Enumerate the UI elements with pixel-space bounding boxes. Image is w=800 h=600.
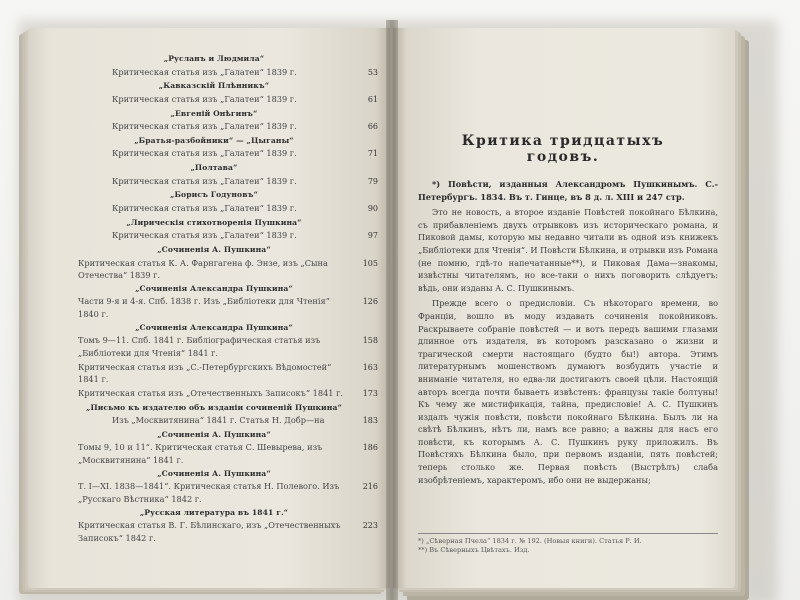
toc-entry: [50, 429, 378, 467]
toc-page-number: 173: [362, 388, 378, 398]
toc-entry-text: Критическая статья изъ „Галатеи“ 1839 г.: [112, 93, 297, 104]
toc-entry-line: [50, 441, 378, 466]
toc-entry-title: „Сочиненія Александра Пушкина“: [135, 283, 293, 293]
toc-entry: [50, 402, 378, 428]
toc-entry: [50, 507, 378, 545]
toc-entry-title: „Сочиненія А. Пушкина“: [157, 244, 271, 254]
toc-entry: [50, 387, 378, 401]
toc-entry: [50, 135, 378, 161]
toc-entry-line: [50, 295, 378, 320]
toc-page-number: 186: [362, 443, 378, 453]
toc-entry-title: „Кавказскій Плѣнникъ“: [158, 81, 270, 91]
toc-entry: [50, 189, 378, 215]
toc-entry-line: [50, 519, 378, 544]
toc-entry-text: Томы 9, 10 и 11“. Критическая статья С. Шевырева, изъ „Москвитянина“ 1841 г.: [78, 442, 323, 466]
toc-page-number: 79: [367, 176, 378, 186]
toc-entry: [50, 217, 378, 243]
toc-entry-title: „Русская литература въ 1841 г.“: [139, 507, 289, 517]
toc-page-number: 90: [367, 204, 378, 213]
toc-entry-title: „Евгеній Онѣгинъ“: [170, 108, 258, 118]
toc-entry-text: Части 9-я и 4-я. Спб. 1838 г. Изъ „Библіотеки для Чтенія“ 1840 г.: [78, 296, 330, 320]
toc-entry-line: [50, 480, 378, 505]
toc-entry: [50, 244, 378, 282]
toc-page-number: 216: [362, 482, 378, 492]
toc-entry-text: Критическая статья изъ „Галатеи“ 1839 г.: [112, 203, 297, 213]
toc-entry-text: Критическая статья изъ „Галатеи“ 1839 г.: [112, 148, 297, 159]
toc-entry-text: Критическая статья изъ „Галатеи“ 1839 г.: [112, 121, 297, 132]
toc-entry-text: Критическая статья изъ „Отечественныхъ Записокъ“ 1841 г.: [78, 387, 343, 398]
toc-entry-text: Изъ „Москвитянина“ 1841 г. Статья Н. Добр—на: [112, 415, 325, 426]
toc-entry-line: [50, 66, 378, 80]
toc-entry-title: „Братья-разбойники“ — „Цыганы“: [134, 135, 294, 145]
toc-entry-text: Критическая статья изъ „С.-Петербургскихъ Вѣдомостей“ 1841 г.: [78, 361, 332, 385]
toc-page-number: 105: [362, 258, 378, 268]
toc-entry-line: [50, 175, 378, 189]
toc-page-number: 126: [362, 297, 378, 307]
toc-entry-text: Критическая статья изъ „Галатеи“ 1839 г.: [112, 175, 297, 186]
toc-page-number: 71: [367, 149, 378, 159]
toc-page-number: 223: [362, 521, 378, 531]
toc-entry-text: Критическая статья изъ „Галатеи“ 1839 г.: [112, 230, 297, 241]
toc-entry-title: „Русланъ и Людмила“: [163, 54, 265, 63]
toc-entry: [50, 162, 378, 188]
toc-entry-title: „Борисъ Годуновъ“: [170, 190, 258, 200]
body-text: [418, 178, 718, 489]
toc-page-number: 66: [367, 122, 378, 132]
toc-page-number: 97: [367, 231, 378, 241]
toc-entry-line: [50, 361, 378, 386]
toc-entry-line: [50, 334, 378, 359]
right-page: [393, 28, 735, 588]
book-gutter: [386, 20, 398, 600]
toc-entry: [50, 53, 378, 79]
toc-page-number: 158: [362, 336, 378, 346]
toc-entry-title: „Полтава“: [190, 163, 238, 173]
toc-entry-title: „Сочиненія А. Пушкина“: [157, 468, 271, 478]
toc-entry: [50, 108, 378, 134]
toc-entry-title: „Сочиненія Александра Пушкина“: [135, 322, 293, 332]
paragraph: Это не новость, а второе изданіе Повѣстей покойнаго Бѣлкина, съ прибавленіемъ двухъ отрывковъ изъ историческаго романа, и Пиковой дамы, которую мы недавно читали въ одной изъ книжекъ „Библіотеки для Чтенія“. И Повѣсти Бѣлкина, и отрывки изъ Романа (не помню, гдѣ-то напечатанные**), и Пиковая Дама—знакомы, извѣстны читателямъ, но все-таки о нихъ поговорить слѣдуетъ: вѣдь, они изданы А. С. Пушкинымъ.: [418, 207, 718, 293]
footnote: **) Въ Сѣверныхъ Цвѣтахъ. Изд.: [418, 546, 530, 554]
toc-entry-line: [50, 229, 378, 243]
toc-page-number: 163: [362, 362, 378, 372]
toc-entry: [50, 322, 378, 360]
paragraph: Прежде всего о предисловіи. Съ нѣкотораго времени, во Франціи, вошло въ моду издавать сочиненія покойниковъ. Раскрываете собраніе повѣстей — и вотъ передъ вашими глазами длинное отъ издателя, въ которомъ разсказано о жизни и трагической смерти настоящаго (будто бы!) автора. Этимъ литературнымъ мошенствомъ думаютъ возбудить участіе и вниманіе читателя, но едва-ли достигаютъ своей цѣли. Настоящій авторъ всегда почти бываетъ извѣстенъ: французы такіе болтуны! Къ чему же мистификація, тайна, предисловіе! А. С. Пушкинъ издалъ чужія повѣсти, повѣсти покойнаго Бѣлкина. Былъ ли на свѣтѣ Бѣлкинъ, нѣтъ ли, намъ все равно; а важны для насъ его повѣсти, къ которымъ А. С. Пушкинъ руку приложилъ. Въ Повѣстяхъ Бѣлкина было, при первомъ изданіи, пять повѣстей; теперь столько же. Первая повѣсть (Выстрѣлъ) слаба изобрѣтеніемъ, характеромъ, ибо они не выдержаны;: [418, 298, 718, 485]
toc-entry-title: „Лирическія стихотворенія Пушкина“: [126, 217, 302, 227]
toc-entry-line: [50, 414, 378, 428]
toc-entry-text: Критическая статья изъ „Галатеи“ 1839 г.: [112, 66, 297, 77]
chapter-heading: Критика тридцатыхъ годовъ.: [461, 133, 665, 165]
toc-page-number: 53: [367, 67, 378, 77]
toc-entry-line: [50, 387, 378, 401]
footnote: *) „Сѣверная Пчела“ 1834 г. № 192. (Новыя книги). Статья Р. И.: [418, 537, 642, 545]
toc-entry-title: „Письмо къ издателю объ изданіи сочиненій Пушкина“: [86, 402, 342, 412]
toc-entry: [50, 361, 378, 386]
left-page: [28, 28, 390, 588]
footnotes: [418, 533, 718, 555]
toc-entry-text: Критическая статья К. А. Фарнгагена ф. Энзе, изъ „Сына Отечества“ 1839 г.: [78, 257, 328, 281]
toc-entry-line: [50, 257, 378, 282]
lead-paragraph: *) Повѣсти, изданныя Александромъ Пушкинымъ. С.-Петербургъ. 1834. Въ т. Гинце, въ 8 д. л. XIII и 247 стр.: [418, 179, 718, 202]
toc-entry-line: [50, 202, 378, 216]
toc-entry: [50, 283, 378, 321]
toc-entry-line: [50, 120, 378, 134]
toc-entry-text: Томъ 9—11. Спб. 1841 г. Библіографическая статья изъ „Библіотеки для Чтенія“ 1841 г.: [78, 335, 321, 358]
toc-entry-title: „Сочиненія А. Пушкина“: [157, 429, 271, 439]
toc-entry-text: Критическая статья В. Г. Бѣлинскаго, изъ „Отечественныхъ Записокъ“ 1842 г.: [78, 520, 341, 543]
toc-entry-line: [50, 93, 378, 107]
toc-entry-text: Т. I—XI. 1838—1841“. Критическая статья Н. Полевого. Изъ „Русскаго Вѣстника“ 1842 г.: [78, 481, 340, 504]
toc-entry: [50, 80, 378, 106]
table-of-contents: [50, 53, 378, 545]
toc-entry: [50, 468, 378, 506]
toc-entry-line: [50, 147, 378, 161]
toc-page-number: 61: [367, 94, 378, 104]
toc-page-number: 183: [362, 416, 378, 426]
